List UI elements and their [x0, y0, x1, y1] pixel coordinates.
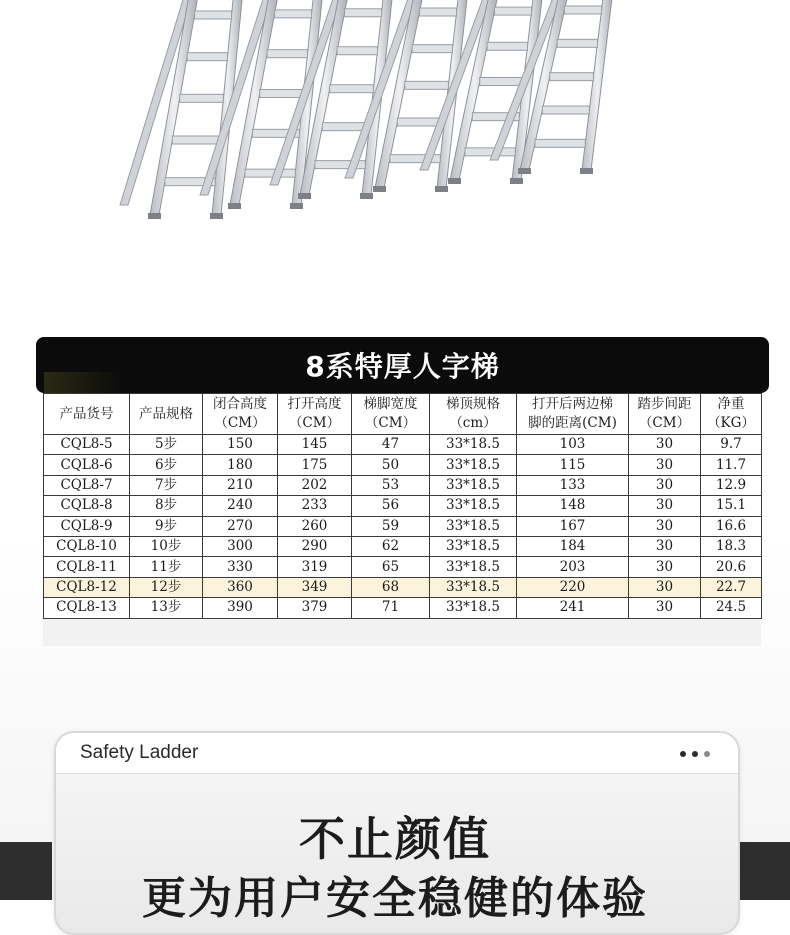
table-row — [44, 435, 762, 455]
headline-secondary: 更为用户安全稳健的体验 — [142, 873, 648, 924]
cell-foot-distance: 167 — [517, 516, 629, 536]
more-dots-icon — [680, 751, 710, 757]
cell-foot-width: 56 — [352, 496, 430, 516]
cell-closed-height: 150 — [203, 435, 278, 455]
table-row — [44, 598, 762, 618]
ladder-graphic — [120, 0, 243, 219]
cell-closed-height: 300 — [203, 536, 278, 556]
cell-sku: CQL8-8 — [44, 496, 130, 516]
cell-open-height: 260 — [278, 516, 352, 536]
cell-top-size: 33*18.5 — [430, 516, 517, 536]
cell-net-weight: 12.9 — [701, 475, 762, 495]
cell-foot-width: 59 — [352, 516, 430, 536]
col-header-top-size: 梯顶规格 （cm） — [430, 394, 517, 435]
cell-foot-distance: 133 — [517, 475, 629, 495]
cell-net-weight: 15.1 — [701, 496, 762, 516]
cell-net-weight: 9.7 — [701, 435, 762, 455]
cell-top-size: 33*18.5 — [430, 557, 517, 577]
cell-foot-distance: 115 — [517, 455, 629, 475]
spec-table-container — [43, 393, 761, 646]
cell-open-height: 290 — [278, 536, 352, 556]
cell-foot-width: 47 — [352, 435, 430, 455]
headline-primary: 不止颜值 — [299, 812, 491, 866]
cell-step-spacing: 30 — [629, 598, 701, 618]
cell-open-height: 379 — [278, 598, 352, 618]
cell-open-height: 175 — [278, 455, 352, 475]
ladder-product-image — [0, 0, 790, 230]
cell-top-size: 33*18.5 — [430, 496, 517, 516]
cell-sku: CQL8-7 — [44, 475, 130, 495]
cell-open-height: 319 — [278, 557, 352, 577]
cell-closed-height: 180 — [203, 455, 278, 475]
table-row — [44, 516, 762, 536]
table-row — [44, 496, 762, 516]
spec-table — [43, 393, 762, 619]
table-row — [44, 475, 762, 495]
cell-closed-height: 270 — [203, 516, 278, 536]
cell-sku: CQL8-13 — [44, 598, 130, 618]
card-title: Safety Ladder — [80, 742, 199, 763]
cell-sku: CQL8-10 — [44, 536, 130, 556]
table-row — [44, 536, 762, 556]
cell-top-size: 33*18.5 — [430, 475, 517, 495]
cell-foot-width: 65 — [352, 557, 430, 577]
table-header-row — [44, 394, 762, 435]
col-header-closed-height: 闭合高度 （CM） — [203, 394, 278, 435]
cell-spec: 8步 — [130, 496, 203, 516]
cell-top-size: 33*18.5 — [430, 536, 517, 556]
cell-sku: CQL8-5 — [44, 435, 130, 455]
cell-sku: CQL8-6 — [44, 455, 130, 475]
cell-foot-distance: 148 — [517, 496, 629, 516]
cell-closed-height: 210 — [203, 475, 278, 495]
col-header-net-weight: 净重 （KG） — [701, 394, 762, 435]
table-row — [44, 577, 762, 597]
cell-open-height: 202 — [278, 475, 352, 495]
cell-closed-height: 360 — [203, 577, 278, 597]
cell-step-spacing: 30 — [629, 536, 701, 556]
cell-spec: 5步 — [130, 435, 203, 455]
cell-open-height: 233 — [278, 496, 352, 516]
cell-spec: 7步 — [130, 475, 203, 495]
banner-title: 8系特厚人字梯 — [305, 350, 500, 383]
cell-spec: 11步 — [130, 557, 203, 577]
cell-closed-height: 240 — [203, 496, 278, 516]
cell-sku: CQL8-9 — [44, 516, 130, 536]
cell-top-size: 33*18.5 — [430, 577, 517, 597]
cell-foot-width: 62 — [352, 536, 430, 556]
cell-spec: 13步 — [130, 598, 203, 618]
cell-foot-distance: 241 — [517, 598, 629, 618]
cell-foot-distance: 184 — [517, 536, 629, 556]
col-header-foot-distance: 打开后两边梯 脚的距离(CM) — [517, 394, 629, 435]
cell-step-spacing: 30 — [629, 455, 701, 475]
cell-spec: 6步 — [130, 455, 203, 475]
cell-net-weight: 18.3 — [701, 536, 762, 556]
cell-open-height: 349 — [278, 577, 352, 597]
cell-foot-width: 71 — [352, 598, 430, 618]
cell-open-height: 145 — [278, 435, 352, 455]
cell-closed-height: 330 — [203, 557, 278, 577]
col-header-step-spacing: 踏步间距 （CM） — [629, 394, 701, 435]
table-banner — [36, 337, 769, 393]
cell-foot-distance: 220 — [517, 577, 629, 597]
cell-top-size: 33*18.5 — [430, 598, 517, 618]
cell-top-size: 33*18.5 — [430, 455, 517, 475]
cell-net-weight: 11.7 — [701, 455, 762, 475]
cell-step-spacing: 30 — [629, 475, 701, 495]
cell-net-weight: 24.5 — [701, 598, 762, 618]
cell-step-spacing: 30 — [629, 435, 701, 455]
cell-step-spacing: 30 — [629, 577, 701, 597]
cell-sku: CQL8-12 — [44, 577, 130, 597]
col-header-foot-width: 梯脚宽度 （CM） — [352, 394, 430, 435]
card-header — [56, 733, 738, 774]
cell-net-weight: 20.6 — [701, 557, 762, 577]
col-header-sku: 产品货号 — [44, 394, 130, 435]
cell-step-spacing: 30 — [629, 557, 701, 577]
cell-foot-width: 68 — [352, 577, 430, 597]
cell-spec: 10步 — [130, 536, 203, 556]
cell-top-size: 33*18.5 — [430, 435, 517, 455]
cell-net-weight: 22.7 — [701, 577, 762, 597]
col-header-spec: 产品规格 — [130, 394, 203, 435]
cell-step-spacing: 30 — [629, 496, 701, 516]
table-row — [44, 557, 762, 577]
table-row — [44, 455, 762, 475]
col-header-open-height: 打开高度 （CM） — [278, 394, 352, 435]
cell-sku: CQL8-11 — [44, 557, 130, 577]
cell-spec: 12步 — [130, 577, 203, 597]
cell-spec: 9步 — [130, 516, 203, 536]
banner-accent — [44, 372, 122, 394]
cell-foot-distance: 203 — [517, 557, 629, 577]
cell-foot-distance: 103 — [517, 435, 629, 455]
cell-net-weight: 16.6 — [701, 516, 762, 536]
cell-step-spacing: 30 — [629, 516, 701, 536]
cell-foot-width: 53 — [352, 475, 430, 495]
cell-foot-width: 50 — [352, 455, 430, 475]
cell-closed-height: 390 — [203, 598, 278, 618]
